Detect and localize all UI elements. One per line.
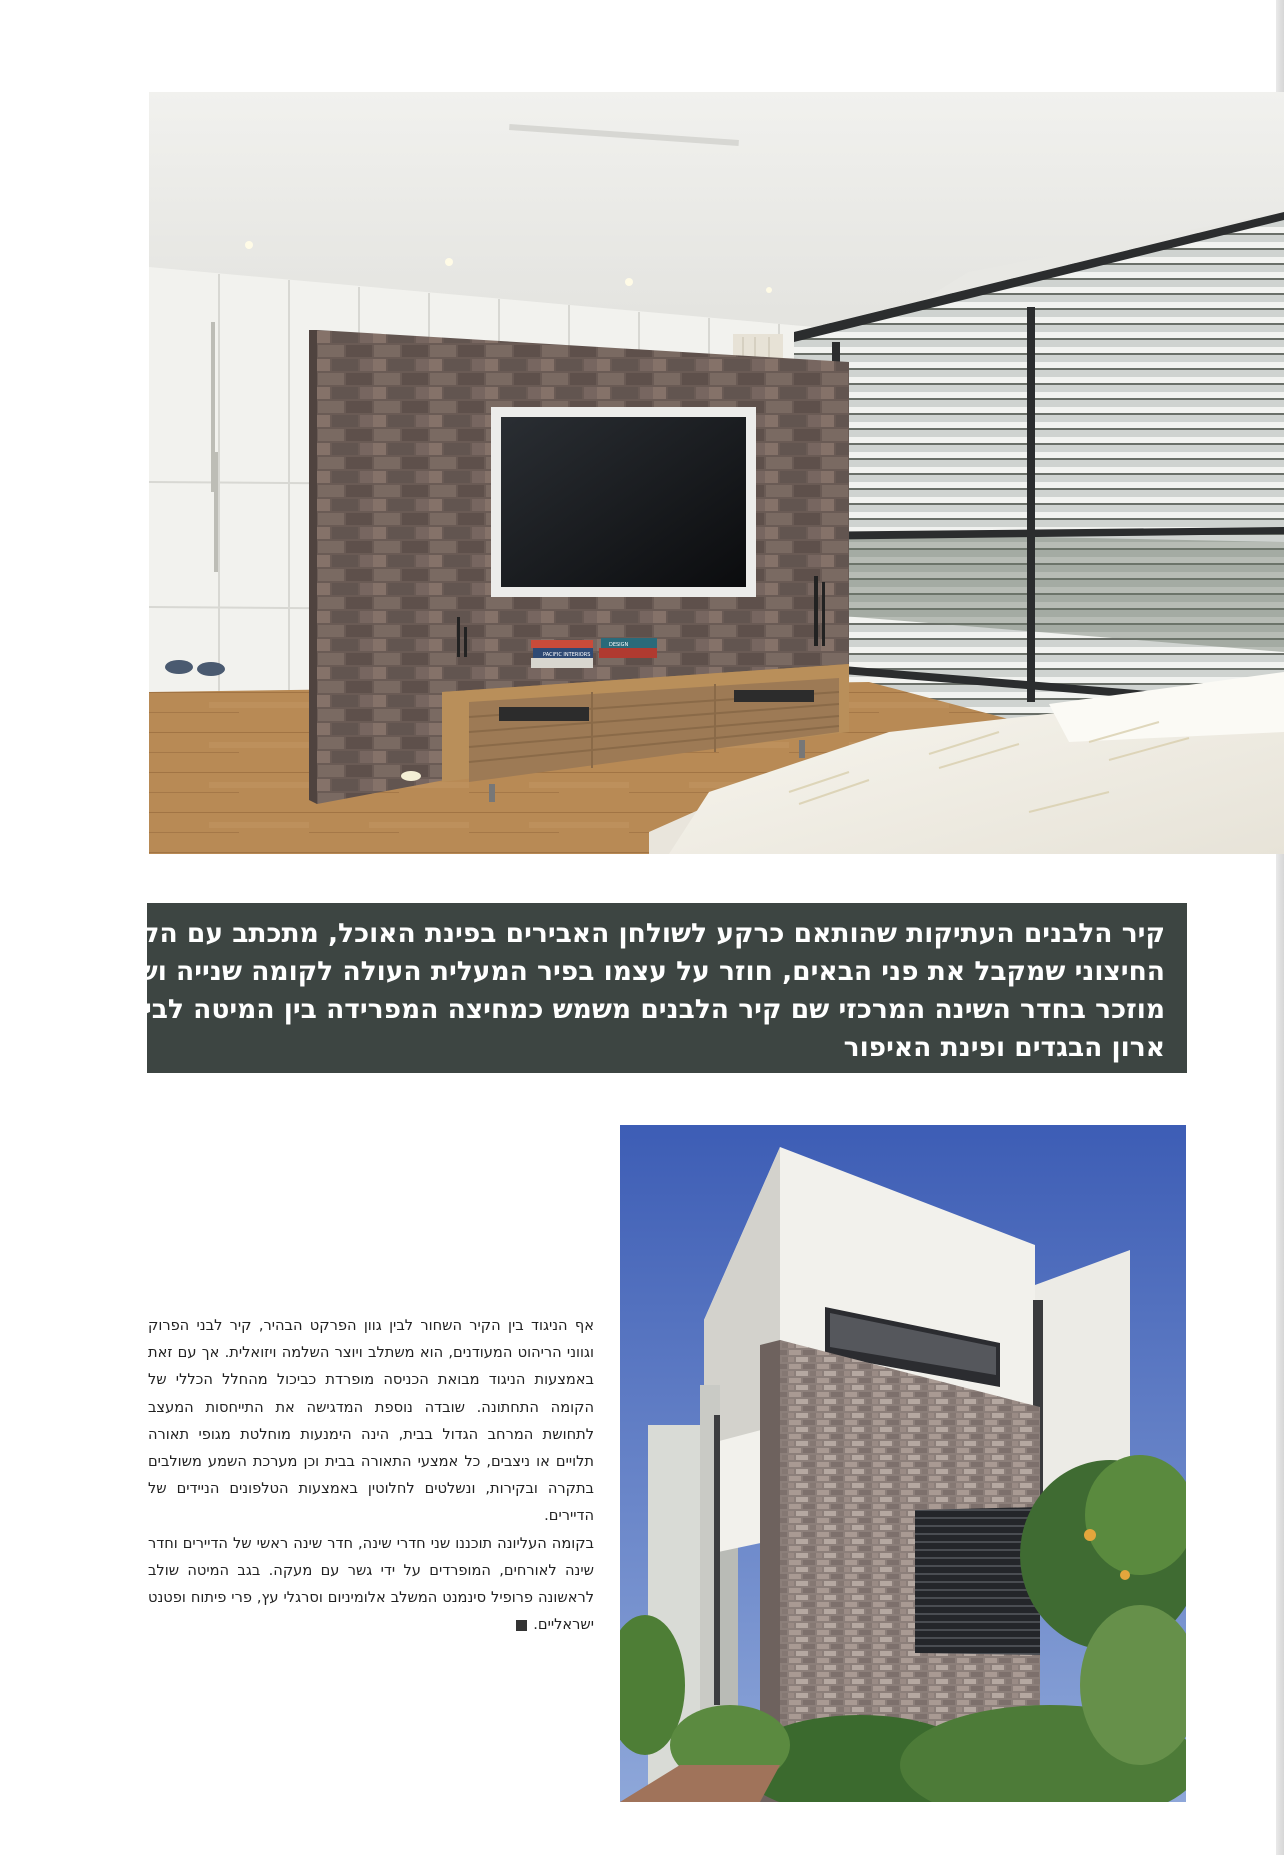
caption-line: החיצוני שמקבל את פני הבאים, חוזר על עצמו בפיר המעלית העולה לקומה שנייה ושוב <box>112 956 1165 987</box>
photo-caption <box>112 903 1187 1073</box>
article-paragraph: אף הניגוד בין הקיר השחור לבין גוון הפרקט הבהיר, קיר לבני הפרוק וגווני הריהוט המעודנים, הוא משתלב ויוצר השלמה ויזואלית. אך עם זאת באמצעות הניגוד מבואת הכניסה מופרדת כביכול מהחלל הכללי של הקומה התחתונה. שובדה נוספת המדגישה את התייחסות המעצב לתחושת המרחב הגדול בבית, הינה הימנעות מוחלטת מגופי תאורה תלויים או ניצבים, כל אמצעי התאורה בבית וכן מערכת השמע משולבים בתקרה ובקירות, ונשלטים לחלוטין באמצעות הטלפונים הניידים של הדיירים. <box>148 1317 594 1525</box>
caption-line: מוזכר בחדר השינה המרכזי שם קיר הלבנים משמש כמחיצה המפרידה בין המיטה לבין <box>134 994 1165 1025</box>
house-exterior-photo <box>620 1125 1186 1802</box>
caption-line: ארון הבגדים ופינת האיפור <box>843 1032 1165 1063</box>
bedroom-photo <box>149 92 1284 854</box>
article-body <box>148 1312 594 1638</box>
end-of-article-mark <box>516 1620 527 1631</box>
article-paragraph-text: בקומה העליונה תוכננו שני חדרי שינה, חדר שינה ראשי של הדיירים וחדר שינה לאורחים, המופרדים על ידי גשר עם מעקה. בגב המיטה שולב לראשונה פרופיל סינמנט המשלב אלומיניום וסרגלי עץ, פרי פיתוח ופטנט ישראליים. <box>148 1534 594 1634</box>
caption-line: קיר הלבנים העתיקות שהותאם כרקע לשולחן האבירים בפינת האוכל, מתכתב עם הקיר <box>116 918 1165 949</box>
book-title-2: DESIGN <box>609 642 629 648</box>
article-paragraph-2 <box>148 1530 594 1639</box>
book-title-1: PACIFIC INTERIORS <box>543 652 591 658</box>
